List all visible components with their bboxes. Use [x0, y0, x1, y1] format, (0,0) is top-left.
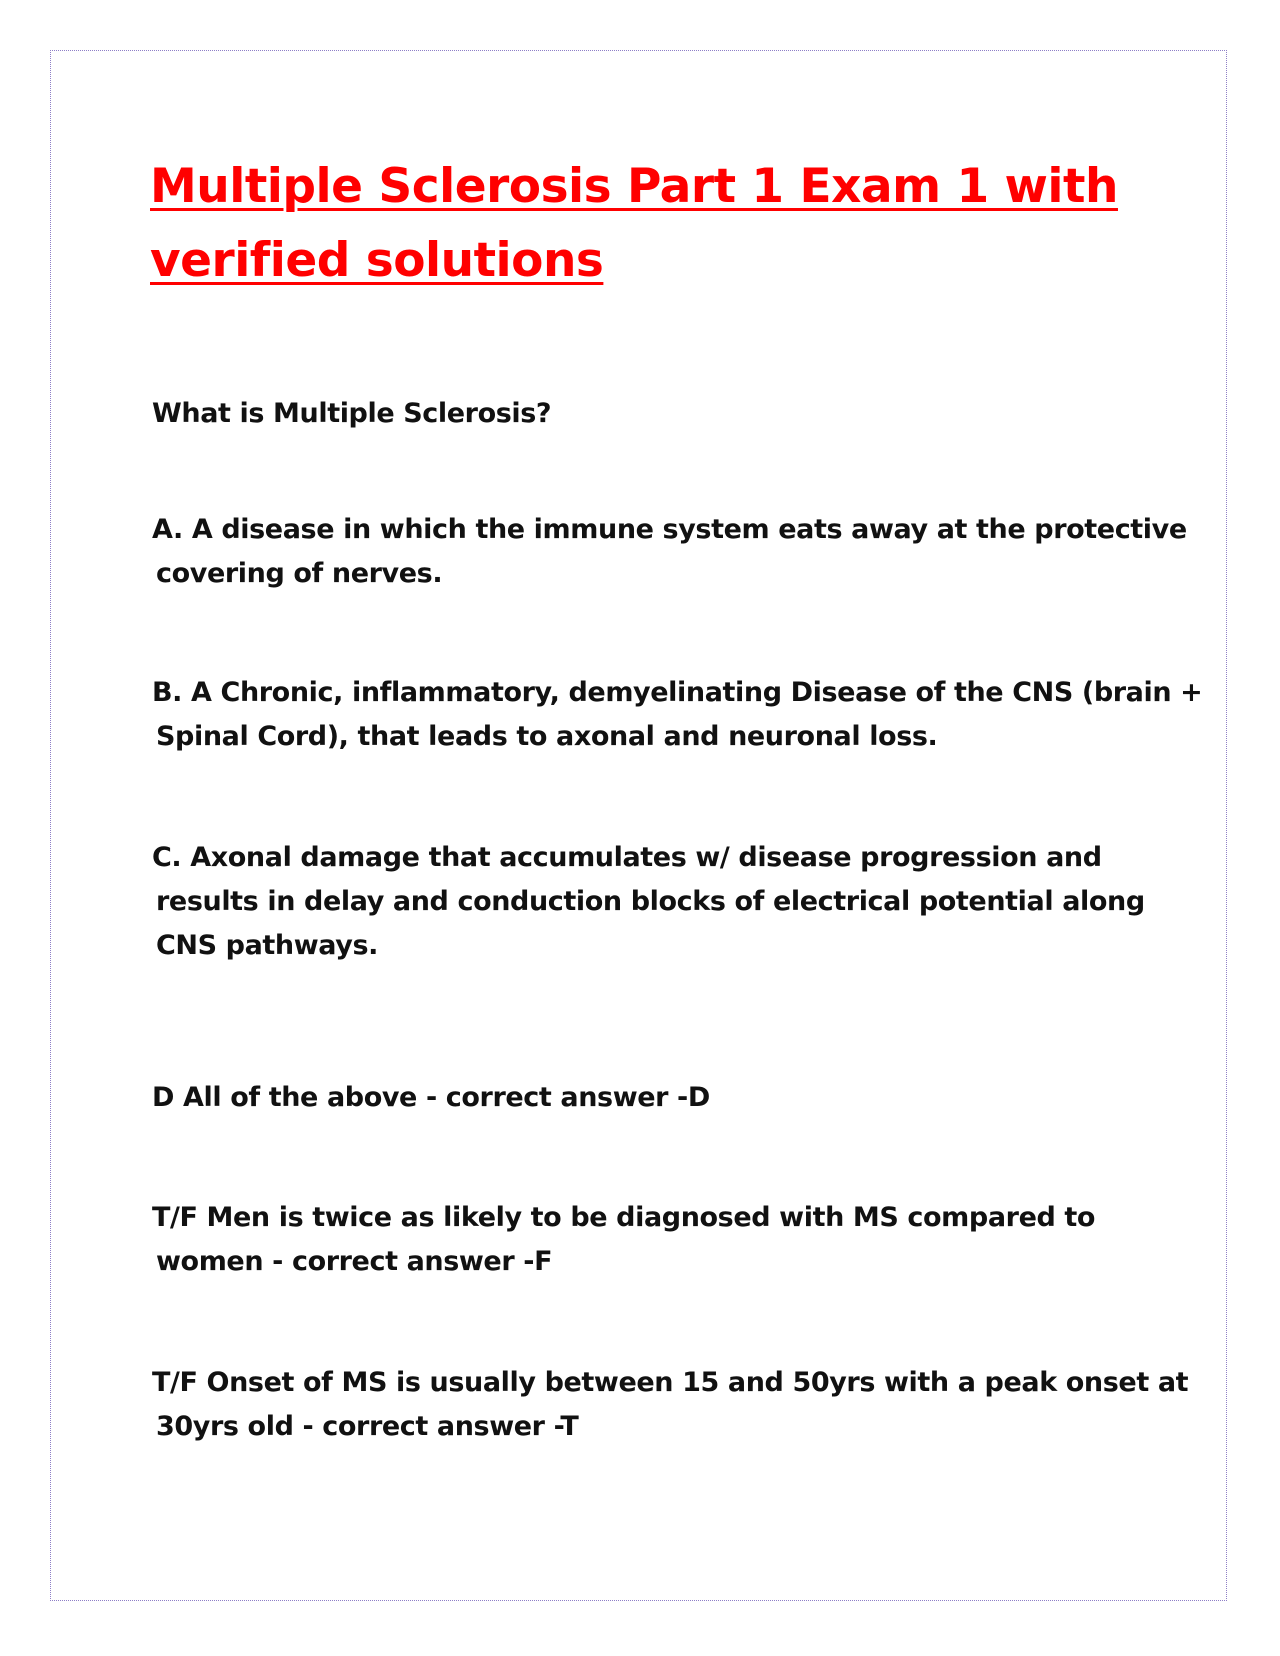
- title-line-2: verified solutions: [150, 233, 604, 288]
- text-line: 30yrs old - correct answer -T: [156, 1411, 579, 1442]
- option-a: [152, 508, 1187, 596]
- text-line: T/F Men is twice as likely to be diagnosed with MS compared to: [152, 1202, 1096, 1233]
- option-b: [152, 671, 1203, 759]
- option-d-answer: [152, 1076, 1132, 1120]
- page-title: [150, 150, 1130, 298]
- text-line: What is Multiple Sclerosis?: [152, 398, 552, 429]
- true-false-question-2: [152, 1361, 1189, 1449]
- text-line: CNS pathways.: [156, 930, 378, 961]
- option-c: [152, 836, 1145, 968]
- text-line: A. A disease in which the immune system eats away at the protective: [152, 514, 1187, 545]
- question-text: [152, 392, 1132, 436]
- text-line: covering of nerves.: [156, 558, 443, 589]
- title-line-1: Multiple Sclerosis Part 1 Exam 1 with: [150, 159, 1118, 214]
- true-false-question-1: [152, 1196, 1132, 1284]
- text-line: results in delay and conduction blocks of electrical potential along: [156, 886, 1145, 917]
- text-line: T/F Onset of MS is usually between 15 and 50yrs with a peak onset at: [152, 1367, 1189, 1398]
- text-line: C. Axonal damage that accumulates w/ disease progression and: [152, 842, 1102, 873]
- text-line: women - correct answer -F: [156, 1246, 553, 1277]
- text-line: Spinal Cord), that leads to axonal and neuronal loss.: [156, 721, 938, 752]
- text-line: D All of the above - correct answer -D: [152, 1082, 710, 1113]
- text-line: B. A Chronic, inflammatory, demyelinating Disease of the CNS (brain +: [152, 677, 1203, 708]
